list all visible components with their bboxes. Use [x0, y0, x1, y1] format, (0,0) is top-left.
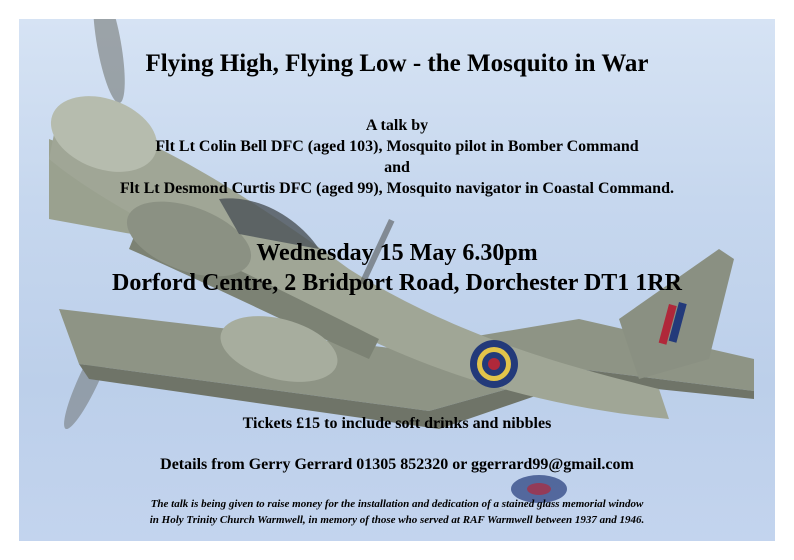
speaker-conjunction: and	[384, 159, 410, 176]
footnote-line-2: in Holy Trinity Church Warmwell, in memory of those who served at RAF Warmwell between 1937 and 1946.	[149, 514, 645, 526]
event-venue: Dorford Centre, 2 Bridport Road, Dorchester DT1 1RR	[112, 270, 682, 296]
speaker-1: Flt Lt Colin Bell DFC (aged 103), Mosquito pilot in Bomber Command	[155, 138, 639, 155]
talk-intro: A talk by	[365, 117, 429, 134]
event-date-time: Wednesday 15 May 6.30pm	[256, 240, 538, 266]
event-title: Flying High, Flying Low - the Mosquito in War	[145, 50, 649, 77]
footnote-line-1: The talk is being given to raise money for the installation and dedication of a stained glass memorial window	[150, 498, 644, 510]
poster	[19, 19, 775, 541]
contact-details: Details from Gerry Gerrard 01305 852320 or ggerrard99@gmail.com	[160, 456, 634, 473]
ticket-info: Tickets £15 to include soft drinks and nibbles	[242, 415, 552, 432]
speaker-2: Flt Lt Desmond Curtis DFC (aged 99), Mosquito navigator in Coastal Command.	[120, 180, 674, 197]
